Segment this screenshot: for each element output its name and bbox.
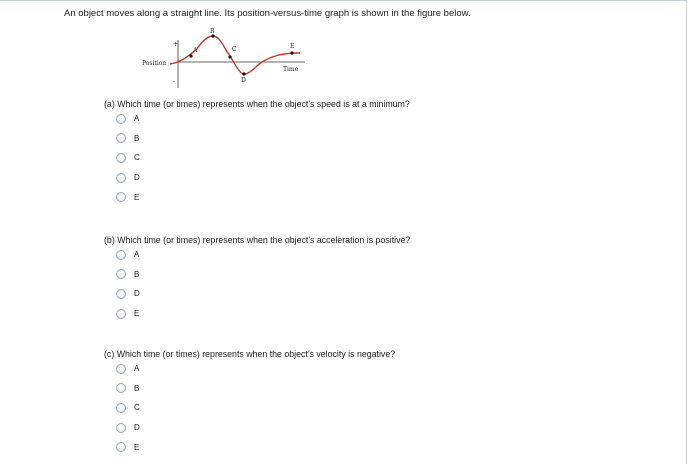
radio-button[interactable] xyxy=(116,114,126,124)
question-c-options xyxy=(116,359,140,457)
option-label: B xyxy=(134,133,140,143)
question-a-options xyxy=(116,109,140,207)
label-c: C xyxy=(232,46,237,53)
question-b-options xyxy=(116,245,140,323)
option-label: B xyxy=(134,383,140,393)
point-c xyxy=(228,55,231,58)
option-d[interactable] xyxy=(116,418,140,438)
label-b: B xyxy=(210,28,215,35)
option-e[interactable] xyxy=(116,304,140,324)
point-a xyxy=(189,54,192,57)
question-a-text: (a) Which time (or times) represents when the object's speed is at a minimum? xyxy=(104,99,410,109)
radio-button[interactable] xyxy=(116,133,126,143)
radio-button[interactable] xyxy=(116,309,126,319)
option-label: C xyxy=(134,153,140,163)
plus-sign: + xyxy=(173,41,179,48)
option-label: D xyxy=(134,289,140,299)
question-c-text: (c) Which time (or times) represents when the object's velocity is negative? xyxy=(104,349,396,359)
option-label: D xyxy=(134,173,140,183)
option-label: E xyxy=(134,442,140,452)
position-time-graph xyxy=(140,26,320,96)
option-label: B xyxy=(134,269,140,279)
label-e: E xyxy=(290,43,295,50)
top-divider xyxy=(0,0,686,1)
question-b-text: (b) Which time (or times) represents when the object's acceleration is positive? xyxy=(104,235,411,245)
option-a[interactable] xyxy=(116,109,140,129)
option-c[interactable] xyxy=(116,148,140,168)
option-label: D xyxy=(134,423,140,433)
label-d: D xyxy=(241,77,246,84)
radio-button[interactable] xyxy=(116,192,126,202)
option-c[interactable] xyxy=(116,398,140,418)
position-curve xyxy=(170,36,300,74)
option-a[interactable] xyxy=(116,359,140,379)
radio-button[interactable] xyxy=(116,423,126,433)
option-d[interactable] xyxy=(116,284,140,304)
label-a: A xyxy=(193,47,198,54)
radio-button[interactable] xyxy=(116,364,126,374)
minus-sign: - xyxy=(173,78,176,85)
option-label: A xyxy=(134,250,140,260)
option-d[interactable] xyxy=(116,168,140,188)
radio-button[interactable] xyxy=(116,442,126,452)
problem-statement: An object moves along a straight line. Its position-versus-time graph is shown in the figure below. xyxy=(64,8,471,19)
point-d xyxy=(242,72,245,75)
option-label: A xyxy=(134,114,140,124)
option-label: A xyxy=(134,364,140,374)
y-axis-label: Position xyxy=(142,60,167,67)
radio-button[interactable] xyxy=(116,403,126,413)
radio-button[interactable] xyxy=(116,269,126,279)
option-e[interactable] xyxy=(116,437,140,457)
point-e xyxy=(290,51,293,54)
option-label: E xyxy=(134,192,140,202)
radio-button[interactable] xyxy=(116,173,126,183)
option-b[interactable] xyxy=(116,129,140,149)
option-e[interactable] xyxy=(116,187,140,207)
option-label: E xyxy=(134,309,140,319)
graph-svg xyxy=(140,26,320,96)
radio-button[interactable] xyxy=(116,383,126,393)
radio-button[interactable] xyxy=(116,250,126,260)
right-divider xyxy=(686,0,687,464)
option-label: C xyxy=(134,403,140,413)
option-b[interactable] xyxy=(116,379,140,399)
option-b[interactable] xyxy=(116,265,140,285)
radio-button[interactable] xyxy=(116,289,126,299)
option-a[interactable] xyxy=(116,245,140,265)
radio-button[interactable] xyxy=(116,153,126,163)
x-axis-label: Time xyxy=(283,66,299,73)
